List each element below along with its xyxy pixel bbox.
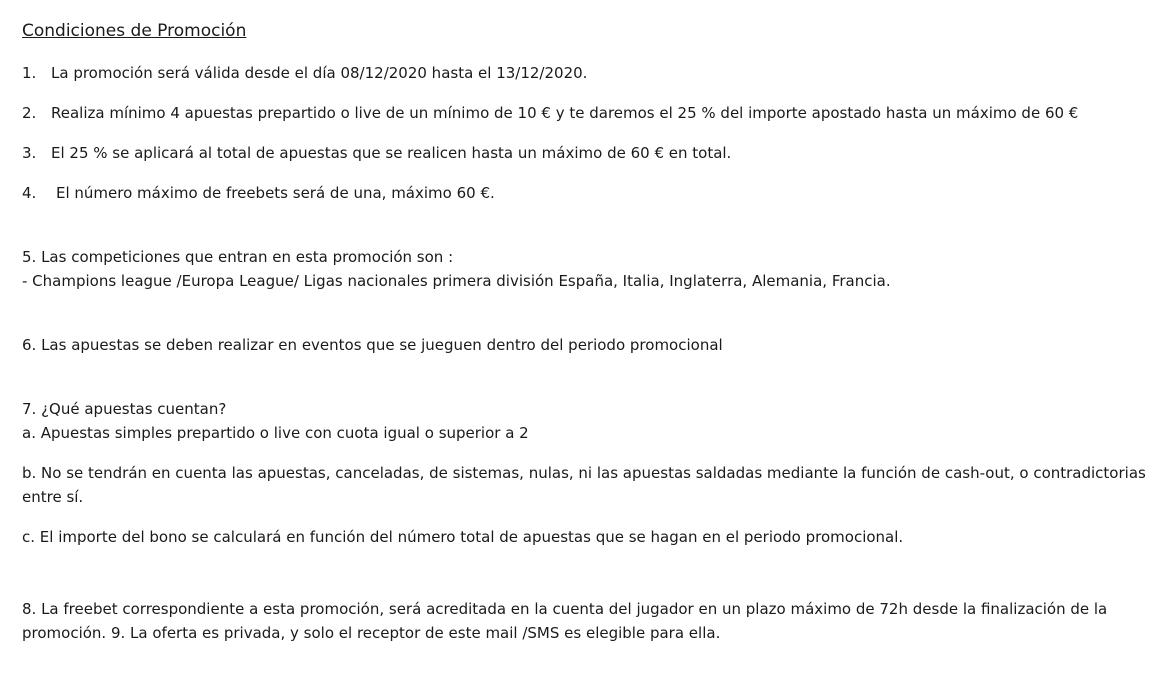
section-5-detail: - Champions league /Europa League/ Ligas nacionales primera división España, Italia, Inglaterra, Alemania, Francia.	[22, 272, 891, 290]
list-item-3	[22, 141, 731, 165]
list-item-text: El número máximo de freebets será de una, máximo 60 €.	[56, 184, 495, 202]
section-7-item-b-line-1: b. No se tendrán en cuenta las apuestas, canceladas, de sistemas, nulas, ni las apuestas saldadas mediante la función de cash-out, o contradictorias	[22, 464, 1146, 482]
list-item-number: 1.	[22, 64, 37, 82]
section-7-heading: 7. ¿Qué apuestas cuentan?	[22, 400, 227, 418]
section-7-item-c: c. El importe del bono se calculará en función del número total de apuestas que se hagan en el periodo promocional.	[22, 528, 904, 546]
section-5-heading: 5. Las competiciones que entran en esta promoción son :	[22, 248, 454, 266]
section-6-text: 6. Las apuestas se deben realizar en eventos que se jueguen dentro del periodo promocional	[22, 336, 723, 354]
list-item-4	[22, 181, 495, 205]
list-item-number: 4.	[22, 184, 37, 202]
section-7-item-b-line-2: entre sí.	[22, 488, 84, 506]
list-item-number: 3.	[22, 144, 37, 162]
list-item-text: Realiza mínimo 4 apuestas prepartido o live de un mínimo de 10 € y te daremos el 25 % del importe apostado hasta un máximo de 60 €	[51, 104, 1079, 122]
list-item-2	[22, 101, 1078, 125]
section-7-item-a: a. Apuestas simples prepartido o live con cuota igual o superior a 2	[22, 424, 529, 442]
list-item-text: La promoción será válida desde el día 08/12/2020 hasta el 13/12/2020.	[51, 64, 588, 82]
page-title: Condiciones de Promoción	[22, 21, 247, 41]
list-item-text: El 25 % se aplicará al total de apuestas que se realicen hasta un máximo de 60 € en total.	[51, 144, 732, 162]
list-item-number: 2.	[22, 104, 37, 122]
section-8-line-2: promoción. 9. La oferta es privada, y solo el receptor de este mail /SMS es elegible para ella.	[22, 624, 721, 642]
section-8-line-1: 8. La freebet correspondiente a esta promoción, será acreditada en la cuenta del jugador en un plazo máximo de 72h desde la finalización de la	[22, 600, 1108, 618]
list-item-1	[22, 61, 587, 85]
